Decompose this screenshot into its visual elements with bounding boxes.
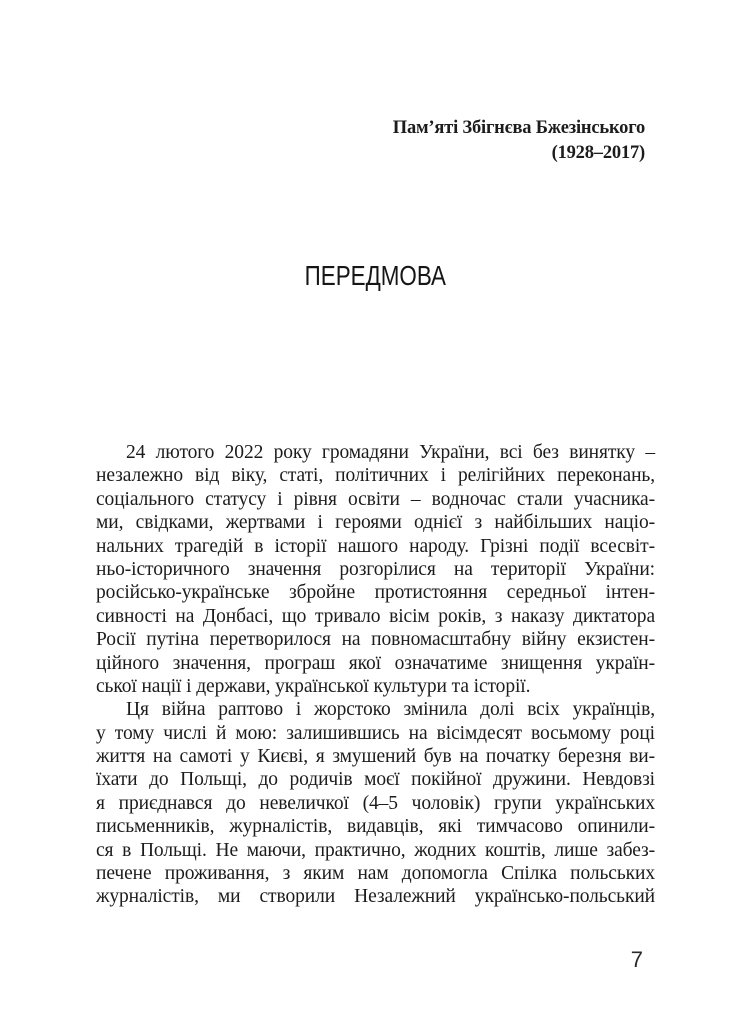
text-line: письменників, журналістів, видавців, які тимчасово опинили- [96,816,655,838]
text-line: печене проживання, з яким нам допомогла Спілка польських [96,863,655,885]
text-line: нальних трагедій в історії нашого народу. Грізні події всесвіт- [96,535,655,557]
chapter-title-text: ПЕРЕДМОВА [304,260,447,291]
text-line: ньо-історичного значення розгорілися на території України: [96,558,655,580]
text-line: їхати до Польщі, до родичів моєї покійної дружини. Невдовзі [96,769,655,791]
text-line: у тому числі й мою: залишившись на вісімдесят восьмому році [96,722,655,744]
text-line: 24 лютого 2022 року громадяни України, всі без винятку – [126,442,655,463]
text-line: ся в Польщі. Не маючи, практично, жодних коштів, лише забез- [96,839,655,861]
text-line: Росії путіна перетворилося на повномасштабну війну екзистен- [96,629,655,651]
dedication [393,116,645,165]
dedication-line-2: (1928–2017) [551,142,645,163]
text-line: ційного значення, програш якої означатиме знищення україн- [96,652,655,674]
text-line: сивності на Донбасі, що тривало вісім років, з наказу диктатора [96,605,655,627]
paragraph [96,441,655,698]
text-line: ської нації і держави, української культури та історії. [96,675,531,697]
page-number: 7 [630,947,643,972]
text-line: російсько-українське збройне протистояння середньої інтен- [96,582,655,604]
text-line: життя на самоті у Києві, я змушений був на початку березня ви- [96,746,655,768]
text-line: ми, свідками, жертвами і героями однієї з найбільших націо- [96,512,655,534]
chapter-title [96,259,655,293]
text-line: незалежно від віку, статі, політичних і релігійних переконань, [96,465,655,487]
dedication-line-1: Пам’яті Збігнєва Бжезінського [392,118,645,138]
text-line: соціального статусу і рівня освіти – водночас стали учасника- [96,488,655,510]
paragraph [96,698,655,909]
text-line: Ця війна раптово і жорстоко змінила долі всіх українців, [126,699,655,721]
body-text [96,441,655,909]
text-line: журналістів, ми створили Незалежний українсько-польський [96,886,655,908]
text-line: я приєднався до невеличкої (4–5 чоловік) групи українських [96,792,655,814]
